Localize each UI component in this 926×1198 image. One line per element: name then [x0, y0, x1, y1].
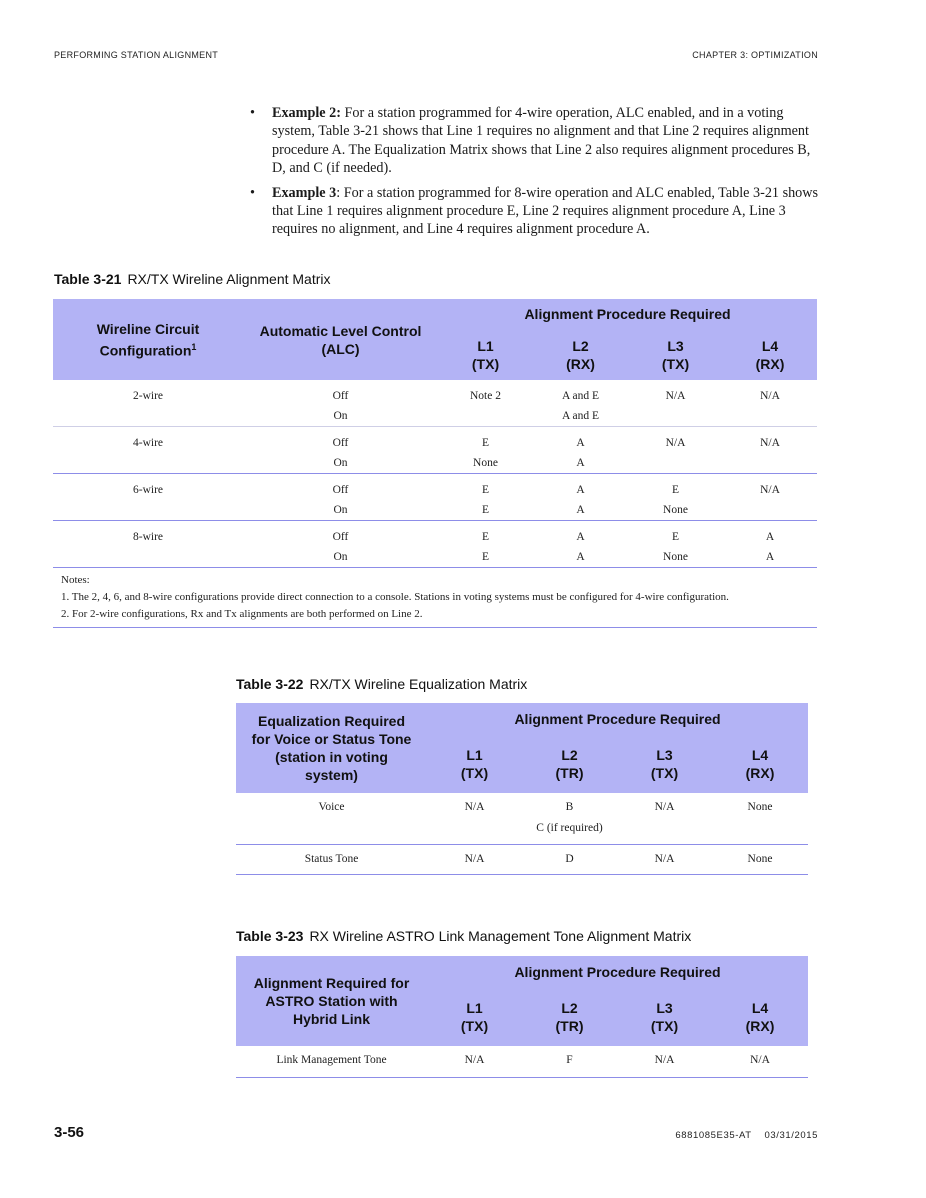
table-row: Link Management Tone N/A F N/A N/A — [236, 1046, 808, 1077]
header-l1: L1 (TX) — [427, 988, 522, 1046]
table-3-21-caption — [54, 271, 331, 287]
table-3-23-title: RX Wireline ASTRO Link Management Tone Alignment Matrix — [309, 928, 692, 944]
example-3-text: : For a station programmed for 8-wire operation and ALC enabled, Table 3-21 shows that Line 1 requires alignment procedure E, Line 2 requires alignment procedure A, Line 3 requires no alignment, and Line 4 requires alignment procedure A. — [272, 184, 819, 238]
header-wireline-config: Wireline Circuit Configuration$^1$ — [53, 299, 243, 380]
header-l4: L4 (RX) — [712, 735, 808, 793]
example-2-text: For a station programmed for 4-wire operation, ALC enabled, and in a voting system, Table 3-21 shows that Line 1 requires no alignment and that Line 2 requires alignment procedure A. The Equalization Matrix shows that Line 2 also requires alignment procedures B, D, and C (if needed). — [272, 105, 811, 177]
header-alignment-required: Alignment Required for ASTRO Station with Hybrid Link — [236, 956, 427, 1046]
header-l4: L4 (RX) — [712, 988, 808, 1046]
bullet-dot: • — [250, 184, 255, 201]
header-alignment-procedure: Alignment Procedure Required — [427, 703, 808, 735]
table-3-21-number: Table 3-21 — [54, 271, 122, 287]
alignment-matrix-table — [53, 299, 817, 628]
table-row: 2-wire Off On Note 2 A and E A and E N/A N/A — [53, 380, 817, 427]
example-2-item — [250, 104, 820, 178]
document-id: 6881085E35-AT 03/31/2015 — [675, 1130, 818, 1141]
table-row: 6-wire Off On E E A A E None N/A — [53, 474, 817, 521]
link-management-tone-table — [236, 956, 808, 1078]
note-2: 2. For 2-wire configurations, Rx and Tx alignments are both performed on Line 2. — [61, 608, 423, 620]
header-l2: L2 (TR) — [522, 735, 617, 793]
table-row: Status Tone N/A D N/A None — [236, 844, 808, 874]
header-l1: L1 (TX) — [438, 329, 533, 380]
note-1: 1. The 2, 4, 6, and 8-wire configurations provide direct connection to a console. Stations in voting systems must be configured for 4-wire configuration. — [61, 591, 729, 603]
bullet-dot: • — [250, 105, 255, 121]
header-alc: Automatic Level Control (ALC) — [243, 299, 438, 380]
example-2-label: Example 2: — [272, 105, 341, 121]
table-3-22-title: RX/TX Wireline Equalization Matrix — [309, 676, 528, 692]
table-row: 8-wire Off On E E A A E None A A — [53, 521, 817, 568]
header-l2: L2 (TR) — [522, 988, 617, 1046]
header-l3: L3 (TX) — [617, 735, 712, 793]
examples-list — [250, 104, 820, 245]
table-3-22-caption — [236, 676, 527, 692]
header-alignment-procedure: Alignment Procedure Required — [438, 299, 817, 329]
table-row: Voice N/A B C (if required) N/A None — [236, 793, 808, 844]
header-l3: L3 (TX) — [617, 988, 712, 1046]
example-3-label: Example 3 — [272, 184, 337, 201]
table-3-23-number: Table 3-23 — [236, 928, 304, 944]
equalization-matrix-table — [236, 703, 808, 875]
header-equalization-required: Equalization Required for Voice or Status Tone (station in voting system) — [236, 703, 427, 793]
table-3-23-caption — [236, 928, 691, 944]
header-l2: L2 (RX) — [533, 329, 628, 380]
header-l3: L3 (TX) — [628, 329, 723, 380]
notes-title: Notes: — [61, 574, 90, 586]
page-number: 3-56 — [54, 1124, 85, 1141]
table-row: 4-wire Off On E None A A N/A N/A — [53, 427, 817, 474]
header-alignment-procedure: Alignment Procedure Required — [427, 956, 808, 988]
header-l4: L4 (RX) — [723, 329, 817, 380]
example-3-item — [250, 184, 820, 239]
table-3-22-number: Table 3-22 — [236, 676, 304, 692]
running-header-section: PERFORMING STATION ALIGNMENT — [54, 50, 219, 60]
running-header-chapter: CHAPTER 3: OPTIMIZATION — [692, 50, 818, 60]
table-notes — [53, 568, 817, 628]
table-3-21-title: RX/TX Wireline Alignment Matrix — [127, 271, 331, 287]
header-l1: L1 (TX) — [427, 735, 522, 793]
